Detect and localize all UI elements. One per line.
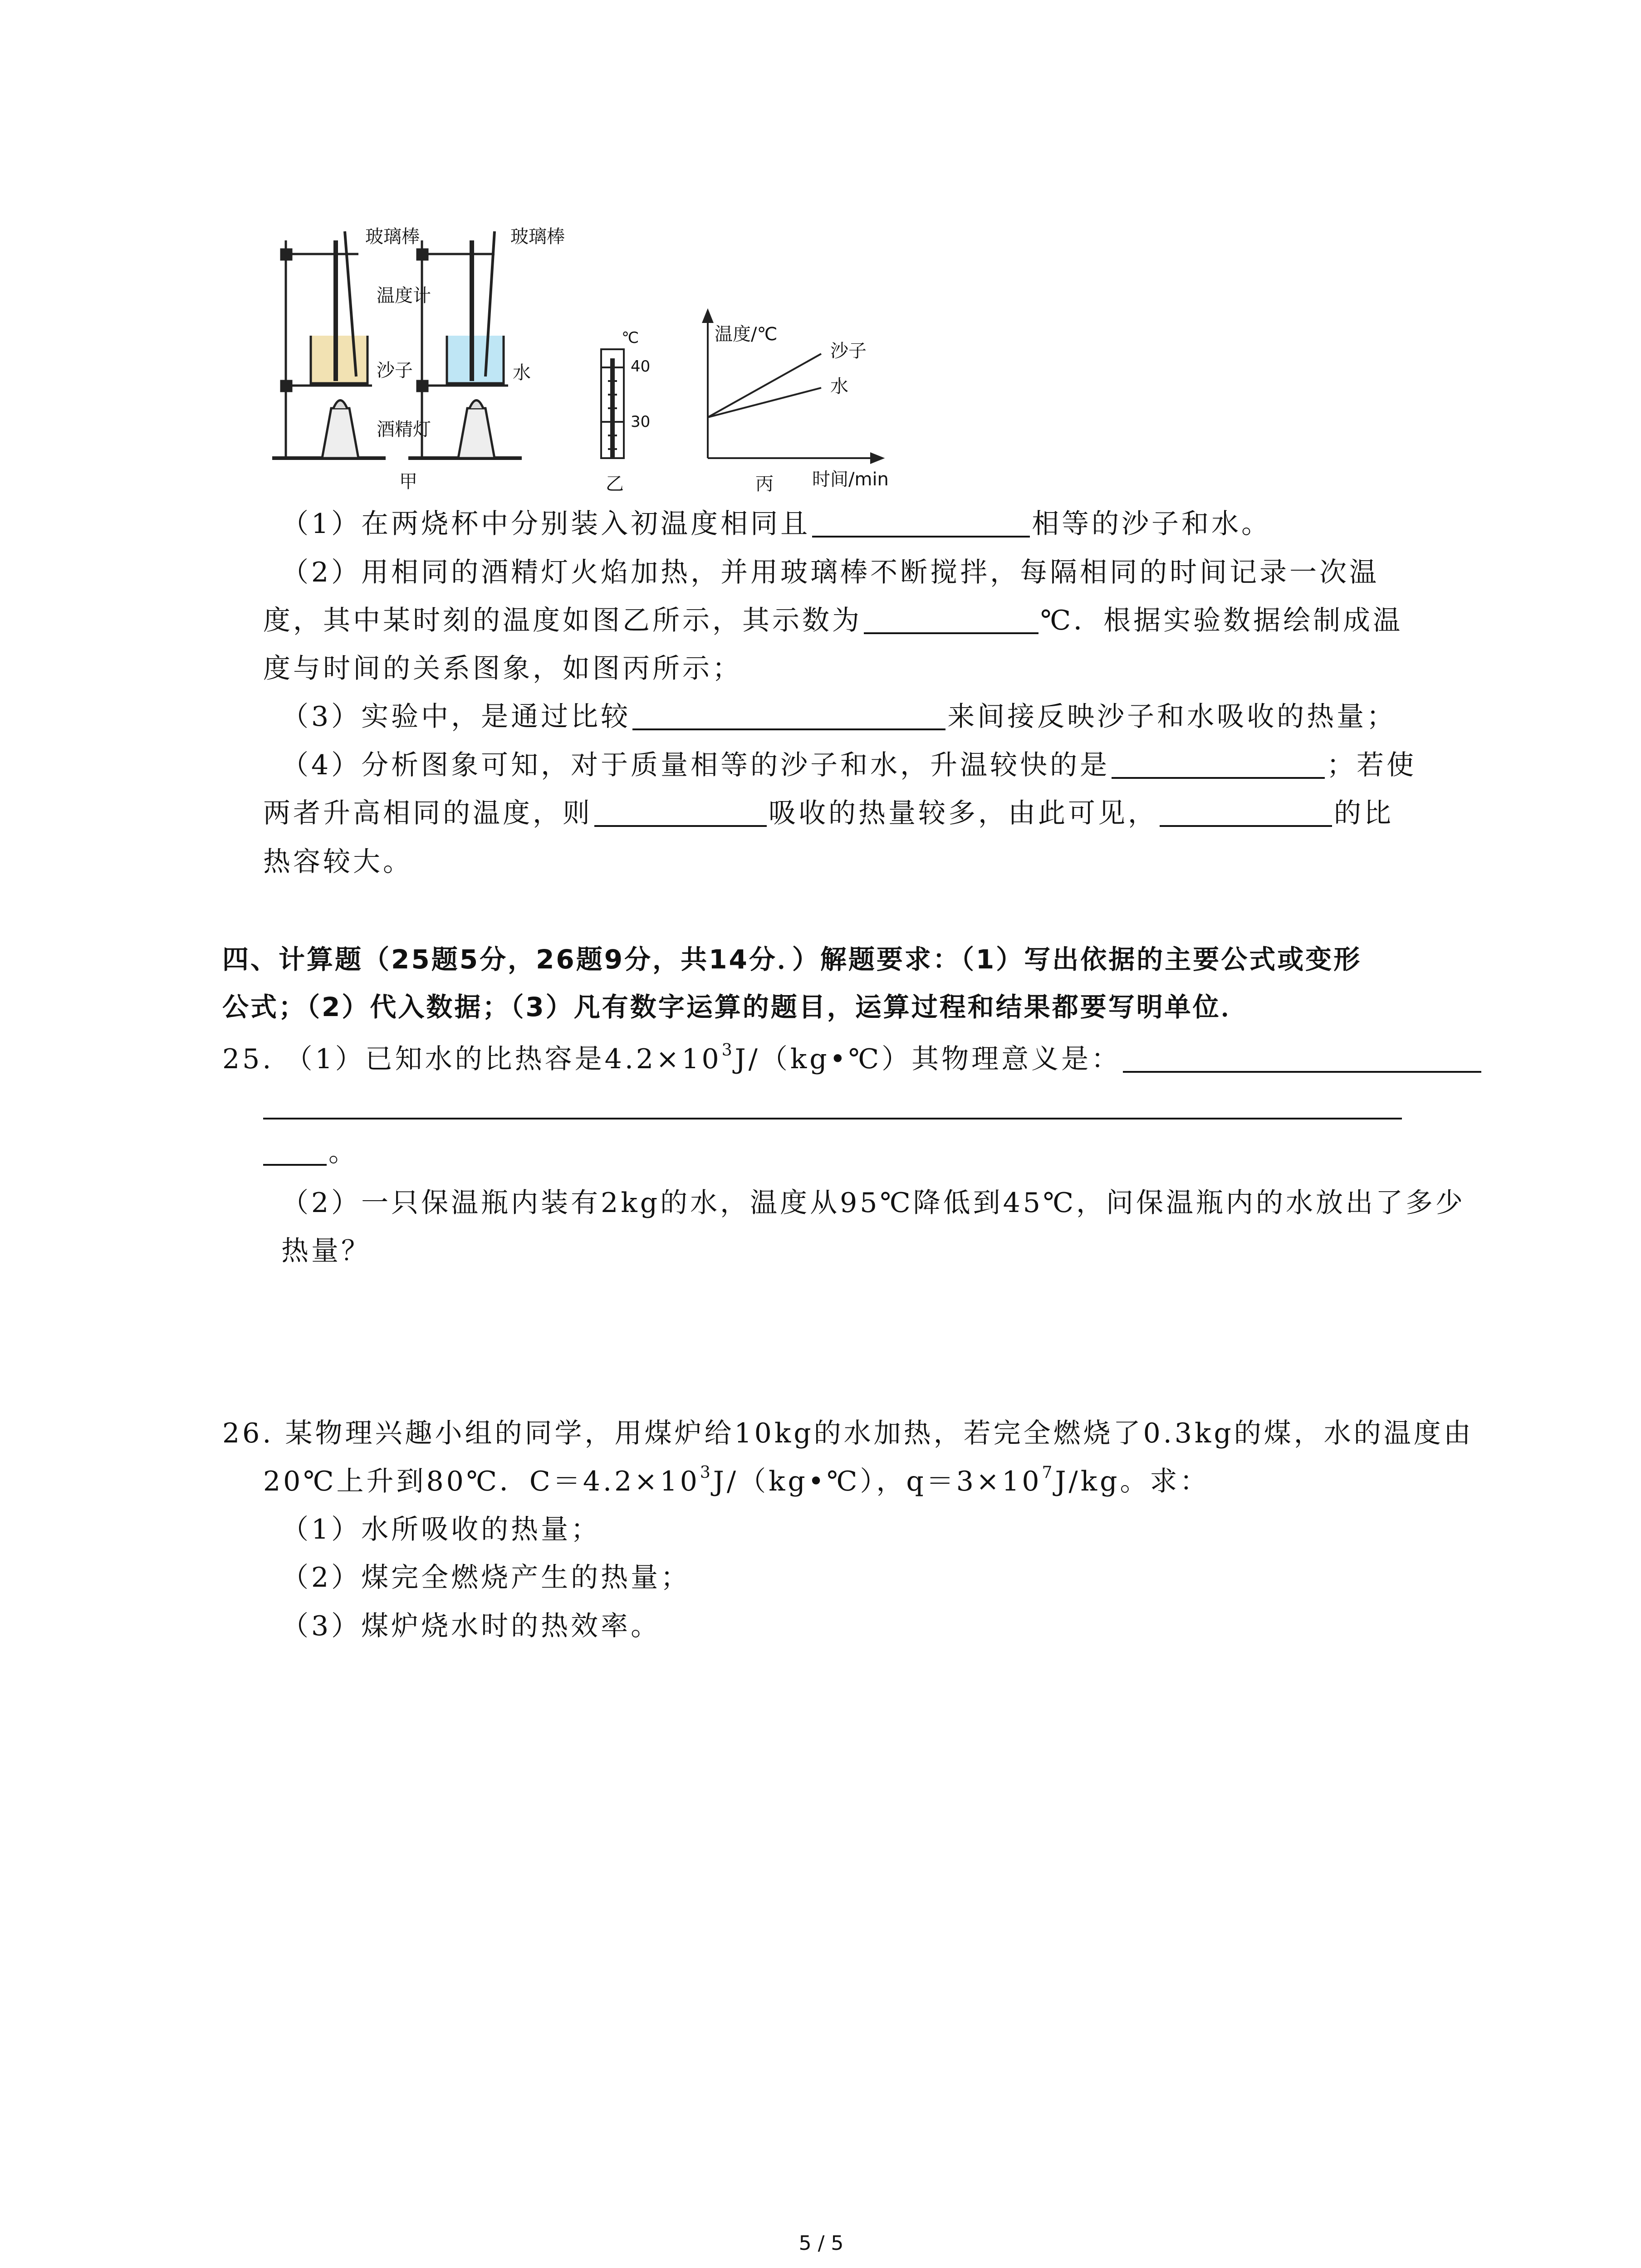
thermometer-label: 温度计	[377, 285, 431, 306]
answer-blank[interactable]	[864, 609, 1038, 634]
glass-rod-label-2: 玻璃棒	[510, 226, 565, 247]
water-line	[708, 388, 821, 417]
q25-number: 25.	[222, 1043, 274, 1075]
glass-rod-label-1: 玻璃棒	[365, 226, 420, 247]
answer-blank[interactable]	[632, 705, 945, 730]
q24-part2-line3: 度与时间的关系图象，如图丙所示；	[263, 653, 742, 684]
q26-sub3: （3）煤炉烧水时的热效率。	[281, 1610, 661, 1642]
section4-heading-line1: 四、计算题（25题5分，26题9分，共14分．）解题要求：（1）写出依据的主要公式或变形	[222, 944, 1362, 975]
experiment-figure	[272, 213, 916, 494]
apparatus-sand	[272, 231, 386, 458]
q24-part3: （3）实验中，是通过比较 来间接反映沙子和水吸收的热量；	[281, 701, 1397, 733]
graph-sand-label: 沙子	[830, 341, 867, 362]
q26-sub2: （2）煤完全燃烧产生的热量；	[281, 1562, 691, 1593]
q24-part4-line1: （4）分析图象可知，对于质量相等的沙子和水，升温较快的是 ；若使	[281, 749, 1417, 781]
q24-part4-line3: 热容较大。	[263, 846, 413, 878]
q26-number: 26.	[222, 1418, 274, 1449]
fig-c-label: 丙	[755, 474, 774, 494]
answer-blank[interactable]	[1123, 1047, 1481, 1073]
experiment-diagram	[272, 213, 916, 494]
thermo-40-label: 40	[631, 357, 651, 376]
alcohol-lamp-label: 酒精灯	[377, 419, 431, 440]
q24-part1: （1）在两烧杯中分别装入初温度相同且 相等的沙子和水。	[281, 508, 1272, 540]
sand-label: 沙子	[377, 360, 413, 381]
q25-part2-line2: 热量？	[281, 1235, 371, 1267]
graph-ylabel: 温度/℃	[715, 324, 778, 345]
answer-blank[interactable]	[594, 802, 767, 827]
sand-line	[708, 354, 821, 417]
answer-blank[interactable]	[263, 1140, 327, 1166]
page-number: 5 / 5	[798, 2232, 844, 2255]
answer-blank[interactable]	[812, 512, 1030, 538]
section4-heading-line2: 公式；（2）代入数据；（3）凡有数字运算的题目，运算过程和结果都要写明单位．	[222, 992, 1249, 1022]
q25-part1: 25. （1）已知水的比热容是$4.2\times 10^3J/(kg•℃)$其物理意义是：	[222, 1046, 1483, 1073]
answer-blank[interactable]	[1112, 753, 1325, 779]
q24-part4-line2: 两者升高相同的温度，则 吸收的热量较多，由此可见， 的比	[263, 797, 1394, 829]
water-label: 水	[513, 362, 531, 383]
q26-sub1: （1）水所吸收的热量；	[281, 1514, 601, 1545]
q26-line2: 20℃上升到80℃．$C=4.2\times 10^3J/(kg•℃)$，$q=3\times 10^7J/kg$。求：	[263, 1463, 1210, 1497]
q26-line1: 26. 某物理兴趣小组的同学，用煤炉给10kg的水加热，若完全燃烧了0.3kg的煤，水的温度由	[222, 1418, 1474, 1449]
thermo-30-label: 30	[631, 413, 651, 431]
q25-part2-line1: （2）一只保温瓶内装有2kg的水，温度从95℃降低到45℃，问保温瓶内的水放出了多少	[281, 1187, 1466, 1219]
thermometer-reading	[601, 349, 624, 458]
thermo-unit-label: ℃	[622, 329, 639, 347]
q25-part1-end: 。	[263, 1139, 358, 1166]
q24-part2-line2: 度，其中某时刻的温度如图乙所示，其示数为 ℃．根据实验数据绘制成温	[263, 605, 1403, 636]
answer-blank[interactable]	[1160, 802, 1332, 827]
q24-part2-line1: （2）用相同的酒精灯火焰加热，并用玻璃棒不断搅拌，每隔相同的时间记录一次温	[281, 557, 1380, 588]
fig-b-label: 乙	[606, 474, 624, 494]
graph-water-label: 水	[830, 376, 848, 397]
answer-blank-line2[interactable]	[263, 1118, 1402, 1119]
graph-xlabel: 时间/min	[812, 469, 889, 490]
fig-a-label: 甲	[399, 471, 417, 492]
